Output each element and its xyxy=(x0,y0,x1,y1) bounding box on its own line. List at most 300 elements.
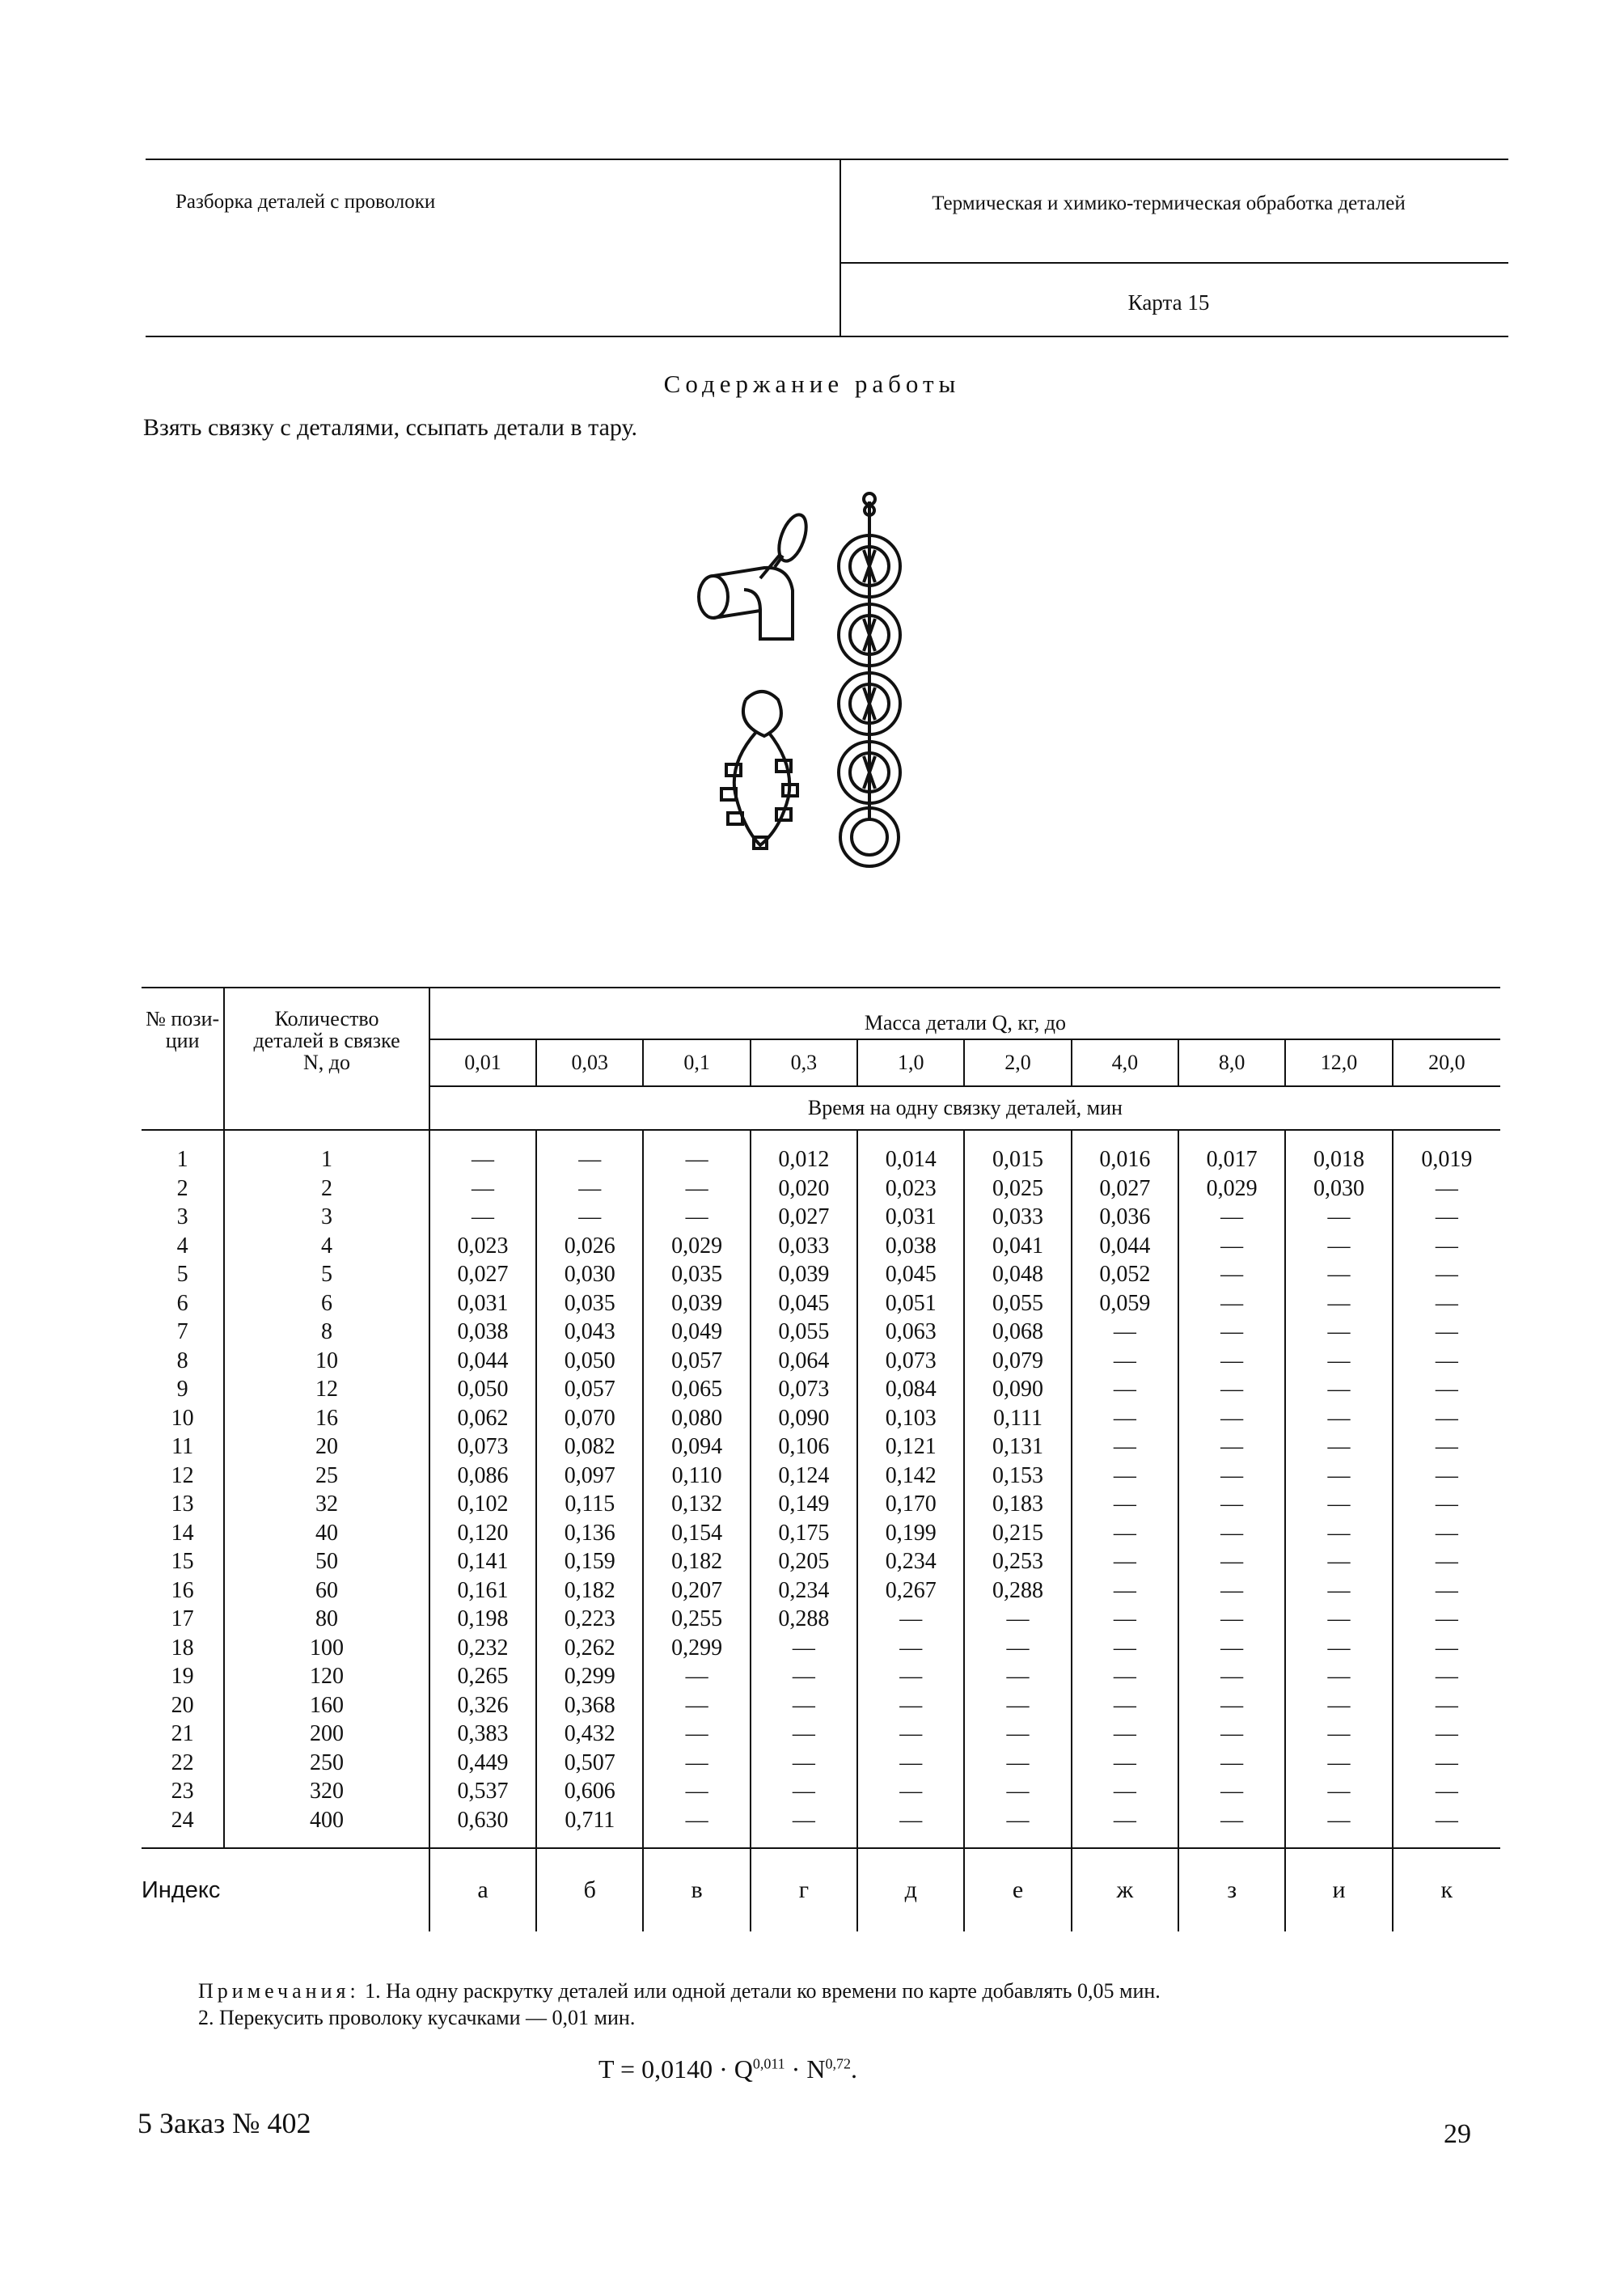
index-value: б xyxy=(536,1848,643,1931)
mass-header: Масса детали Q, кг, до xyxy=(429,988,1500,1039)
time-cell: — xyxy=(1393,1260,1500,1289)
time-cell: 0,041 xyxy=(964,1232,1071,1261)
table-row xyxy=(142,1203,1500,1232)
time-cell: — xyxy=(1393,1749,1500,1778)
time-cell: — xyxy=(751,1720,857,1749)
header-top-rule xyxy=(146,159,1508,160)
time-cell: — xyxy=(1285,1519,1392,1548)
time-cell: — xyxy=(1072,1347,1178,1376)
time-cell: — xyxy=(1285,1749,1392,1778)
time-cell: 0,065 xyxy=(643,1375,750,1404)
count-cell: 200 xyxy=(224,1720,429,1749)
header-bottom-rule xyxy=(146,336,1508,337)
table-row xyxy=(142,1289,1500,1318)
time-cell: 0,018 xyxy=(1285,1130,1392,1174)
time-cell: 0,175 xyxy=(751,1519,857,1548)
time-cell: 0,015 xyxy=(964,1130,1071,1174)
time-cell: — xyxy=(1072,1749,1178,1778)
position-cell: 9 xyxy=(176,1377,188,1402)
time-cell: — xyxy=(1393,1691,1500,1720)
formula xyxy=(0,2054,1456,2084)
time-cell: 0,068 xyxy=(964,1318,1071,1347)
time-cell: 0,070 xyxy=(536,1404,643,1433)
time-cell: 0,057 xyxy=(536,1375,643,1404)
time-cell: 0,031 xyxy=(857,1203,964,1232)
position-cell: 24 xyxy=(171,1807,194,1833)
time-cell: — xyxy=(429,1174,536,1204)
time-cell: 0,115 xyxy=(536,1490,643,1519)
time-cell: 0,097 xyxy=(536,1462,643,1491)
index-value: е xyxy=(964,1848,1071,1931)
time-cell: — xyxy=(1393,1519,1500,1548)
time-cell: — xyxy=(857,1605,964,1634)
time-cell: 0,012 xyxy=(751,1130,857,1174)
index-value: г xyxy=(751,1848,857,1931)
time-cell: 0,039 xyxy=(643,1289,750,1318)
count-cell: 5 xyxy=(224,1260,429,1289)
count-cell: 6 xyxy=(224,1289,429,1318)
time-cell: — xyxy=(1178,1318,1285,1347)
time-cell: — xyxy=(1285,1806,1392,1849)
time-cell: 0,141 xyxy=(429,1547,536,1576)
time-cell: — xyxy=(1072,1318,1178,1347)
table-row xyxy=(142,1432,1500,1462)
time-cell: 0,057 xyxy=(643,1347,750,1376)
count-cell: 16 xyxy=(224,1404,429,1433)
time-cell: 0,023 xyxy=(857,1174,964,1204)
time-cell: 0,432 xyxy=(536,1720,643,1749)
time-cell: — xyxy=(1178,1432,1285,1462)
time-cell: 0,038 xyxy=(857,1232,964,1261)
time-cell: 0,449 xyxy=(429,1749,536,1778)
time-cell: — xyxy=(1393,1232,1500,1261)
table-row xyxy=(142,1130,1500,1174)
count-cell: 32 xyxy=(224,1490,429,1519)
index-value: к xyxy=(1393,1848,1500,1931)
mass-value: 12,0 xyxy=(1285,1039,1392,1086)
time-cell: — xyxy=(1393,1174,1500,1204)
time-cell: 0,084 xyxy=(857,1375,964,1404)
time-cell: 0,103 xyxy=(857,1404,964,1433)
time-cell: 0,215 xyxy=(964,1519,1071,1548)
time-cell: 0,044 xyxy=(1072,1232,1178,1261)
time-cell: — xyxy=(1285,1347,1392,1376)
page-number: 29 xyxy=(1444,2119,1471,2149)
time-cell: 0,027 xyxy=(429,1260,536,1289)
note-2: 2. Перекусить проволоку кусачками — 0,01 мин. xyxy=(198,2006,636,2029)
time-cell: 0,048 xyxy=(964,1260,1071,1289)
time-cell: — xyxy=(536,1174,643,1204)
position-cell: 3 xyxy=(176,1204,188,1229)
time-cell: — xyxy=(964,1749,1071,1778)
time-cell: 0,121 xyxy=(857,1432,964,1462)
position-cell: 15 xyxy=(171,1549,194,1574)
notes-lead: Примечания: xyxy=(198,1979,360,2003)
time-cell: 0,035 xyxy=(643,1260,750,1289)
time-cell: — xyxy=(643,1720,750,1749)
time-cell: 0,020 xyxy=(751,1174,857,1204)
time-cell: — xyxy=(751,1634,857,1663)
time-cell: 0,035 xyxy=(536,1289,643,1318)
time-cell: — xyxy=(1393,1432,1500,1462)
time-cell: 0,051 xyxy=(857,1289,964,1318)
time-cell: 0,090 xyxy=(964,1375,1071,1404)
mass-value: 1,0 xyxy=(857,1039,964,1086)
time-cell: — xyxy=(1393,1318,1500,1347)
time-cell: 0,073 xyxy=(857,1347,964,1376)
time-cell: 0,507 xyxy=(536,1749,643,1778)
position-cell: 7 xyxy=(176,1319,188,1344)
time-cell: 0,025 xyxy=(964,1174,1071,1204)
formula-base: T = 0,0140 · Q xyxy=(598,2054,753,2084)
table-row xyxy=(142,1720,1500,1749)
mass-value: 8,0 xyxy=(1178,1039,1285,1086)
time-cell: — xyxy=(1393,1203,1500,1232)
time-cell: — xyxy=(1072,1375,1178,1404)
time-cell: — xyxy=(1285,1691,1392,1720)
time-cell: — xyxy=(857,1806,964,1849)
time-cell: 0,027 xyxy=(1072,1174,1178,1204)
time-cell: — xyxy=(1178,1576,1285,1606)
count-cell: 400 xyxy=(224,1806,429,1849)
time-cell: — xyxy=(1072,1634,1178,1663)
count-cell: 80 xyxy=(224,1605,429,1634)
table-row xyxy=(142,1347,1500,1376)
count-cell: 120 xyxy=(224,1662,429,1691)
norms-table xyxy=(142,987,1500,1931)
time-cell: 0,183 xyxy=(964,1490,1071,1519)
time-cell: — xyxy=(1178,1289,1285,1318)
time-cell: — xyxy=(1393,1806,1500,1849)
position-cell: 11 xyxy=(171,1434,194,1459)
count-cell: 8 xyxy=(224,1318,429,1347)
time-cell: 0,232 xyxy=(429,1634,536,1663)
col-count-header: Количество деталей в связке N, до xyxy=(224,988,429,1130)
position-cell: 8 xyxy=(176,1347,188,1373)
time-cell: — xyxy=(857,1691,964,1720)
time-cell: — xyxy=(1393,1634,1500,1663)
time-cell: — xyxy=(429,1203,536,1232)
time-cell: — xyxy=(1178,1203,1285,1232)
count-cell: 50 xyxy=(224,1547,429,1576)
time-cell: — xyxy=(1178,1547,1285,1576)
time-cell: — xyxy=(1285,1260,1392,1289)
time-cell: — xyxy=(1285,1203,1392,1232)
time-cell: 0,199 xyxy=(857,1519,964,1548)
time-cell: — xyxy=(429,1130,536,1174)
time-cell: 0,033 xyxy=(964,1203,1071,1232)
time-cell: 0,029 xyxy=(1178,1174,1285,1204)
time-cell: — xyxy=(1393,1347,1500,1376)
time-cell: — xyxy=(1285,1289,1392,1318)
time-cell: 0,136 xyxy=(536,1519,643,1548)
mass-value: 4,0 xyxy=(1072,1039,1178,1086)
time-cell: 0,055 xyxy=(964,1289,1071,1318)
content-title: Содержание работы xyxy=(663,370,961,398)
table-row xyxy=(142,1749,1500,1778)
time-cell: 0,044 xyxy=(429,1347,536,1376)
order-number: 5 Заказ № 402 xyxy=(137,2107,311,2139)
time-cell: 0,368 xyxy=(536,1691,643,1720)
table-row xyxy=(142,1547,1500,1576)
table-row xyxy=(142,1634,1500,1663)
time-cell: — xyxy=(1393,1576,1500,1606)
time-cell: 0,050 xyxy=(536,1347,643,1376)
time-cell: — xyxy=(1285,1634,1392,1663)
time-cell: — xyxy=(1178,1462,1285,1491)
position-cell: 20 xyxy=(171,1692,194,1718)
time-cell: 0,267 xyxy=(857,1576,964,1606)
position-cell: 10 xyxy=(171,1405,194,1431)
time-cell: — xyxy=(1178,1634,1285,1663)
time-cell: 0,223 xyxy=(536,1605,643,1634)
time-cell: — xyxy=(643,1130,750,1174)
count-cell: 20 xyxy=(224,1432,429,1462)
time-cell: 0,288 xyxy=(751,1605,857,1634)
time-cell: 0,073 xyxy=(751,1375,857,1404)
parts-loop-icon xyxy=(721,692,797,848)
time-cell: 0,026 xyxy=(536,1232,643,1261)
index-label: Индекс xyxy=(142,1848,429,1931)
time-cell: — xyxy=(1178,1806,1285,1849)
position-cell: 2 xyxy=(176,1175,188,1201)
time-cell: 0,059 xyxy=(1072,1289,1178,1318)
position-cell: 21 xyxy=(171,1721,194,1746)
wire-bundle-illustration xyxy=(679,489,930,869)
time-cell: — xyxy=(1285,1232,1392,1261)
position-cell: 1 xyxy=(176,1147,188,1172)
time-cell: 0,090 xyxy=(751,1404,857,1433)
time-cell: 0,016 xyxy=(1072,1130,1178,1174)
section-title: Термическая и химико-термическая обработка деталей xyxy=(932,192,1406,214)
table-row xyxy=(142,1777,1500,1806)
time-cell: — xyxy=(1072,1662,1178,1691)
time-cell: 0,023 xyxy=(429,1232,536,1261)
mass-value: 2,0 xyxy=(964,1039,1071,1086)
time-cell: 0,153 xyxy=(964,1462,1071,1491)
mass-value: 0,1 xyxy=(643,1039,750,1086)
time-cell: — xyxy=(964,1691,1071,1720)
table-row xyxy=(142,1404,1500,1433)
position-cell: 12 xyxy=(171,1462,194,1488)
table-row xyxy=(142,1519,1500,1548)
time-cell: 0,080 xyxy=(643,1404,750,1433)
count-cell: 4 xyxy=(224,1232,429,1261)
time-cell: 0,036 xyxy=(1072,1203,1178,1232)
time-cell: 0,234 xyxy=(857,1547,964,1576)
table-row xyxy=(142,1375,1500,1404)
count-cell: 3 xyxy=(224,1203,429,1232)
time-cell: 0,079 xyxy=(964,1347,1071,1376)
count-cell: 1 xyxy=(224,1130,429,1174)
time-cell: — xyxy=(1178,1519,1285,1548)
time-cell: 0,029 xyxy=(643,1232,750,1261)
time-cell: — xyxy=(857,1634,964,1663)
time-cell: 0,045 xyxy=(751,1289,857,1318)
time-cell: — xyxy=(751,1777,857,1806)
formula-mid: · N xyxy=(785,2054,826,2084)
formula-end: . xyxy=(850,2054,857,2084)
time-cell: — xyxy=(1393,1547,1500,1576)
note-1: 1. На одну раскрутку деталей или одной детали ко времени по карте добавлять 0,05 мин. xyxy=(365,1979,1161,2003)
formula-q-exponent: 0,011 xyxy=(752,2055,785,2072)
operation-title: Разборка деталей с проволоки xyxy=(176,191,436,213)
time-cell: 0,102 xyxy=(429,1490,536,1519)
mass-value: 0,01 xyxy=(429,1039,536,1086)
time-cell: — xyxy=(1178,1347,1285,1376)
time-cell: 0,027 xyxy=(751,1203,857,1232)
time-cell: 0,255 xyxy=(643,1605,750,1634)
formula-n-exponent: 0,72 xyxy=(825,2055,851,2072)
time-cell: — xyxy=(1178,1777,1285,1806)
time-cell: — xyxy=(536,1203,643,1232)
time-cell: 0,014 xyxy=(857,1130,964,1174)
time-cell: — xyxy=(964,1662,1071,1691)
count-cell: 12 xyxy=(224,1375,429,1404)
count-cell: 40 xyxy=(224,1519,429,1548)
index-value: а xyxy=(429,1848,536,1931)
time-cell: 0,063 xyxy=(857,1318,964,1347)
time-cell: 0,045 xyxy=(857,1260,964,1289)
time-cell: — xyxy=(1393,1720,1500,1749)
time-cell: 0,120 xyxy=(429,1519,536,1548)
count-cell: 60 xyxy=(224,1576,429,1606)
time-cell: — xyxy=(1178,1720,1285,1749)
time-cell: — xyxy=(1285,1318,1392,1347)
count-cell: 10 xyxy=(224,1347,429,1376)
time-cell: 0,170 xyxy=(857,1490,964,1519)
time-cell: 0,094 xyxy=(643,1432,750,1462)
time-cell: — xyxy=(643,1203,750,1232)
position-cell: 23 xyxy=(171,1779,194,1804)
time-cell: — xyxy=(643,1777,750,1806)
time-cell: — xyxy=(964,1720,1071,1749)
time-cell: — xyxy=(1393,1462,1500,1491)
time-cell: — xyxy=(751,1662,857,1691)
time-cell: 0,207 xyxy=(643,1576,750,1606)
time-cell: 0,055 xyxy=(751,1318,857,1347)
mass-value: 0,3 xyxy=(751,1039,857,1086)
table-row xyxy=(142,1232,1500,1261)
table-row xyxy=(142,1490,1500,1519)
time-cell: 0,262 xyxy=(536,1634,643,1663)
time-cell: — xyxy=(857,1777,964,1806)
count-cell: 320 xyxy=(224,1777,429,1806)
time-cell: — xyxy=(1072,1691,1178,1720)
count-cell: 25 xyxy=(224,1462,429,1491)
time-cell: — xyxy=(643,1691,750,1720)
time-cell: — xyxy=(1393,1605,1500,1634)
position-cell: 14 xyxy=(171,1520,194,1546)
time-cell: 0,630 xyxy=(429,1806,536,1849)
time-cell: — xyxy=(1178,1749,1285,1778)
time-cell: — xyxy=(751,1749,857,1778)
time-cell: 0,182 xyxy=(643,1547,750,1576)
notes xyxy=(198,1978,1484,2031)
time-cell: 0,711 xyxy=(536,1806,643,1849)
index-value: д xyxy=(857,1848,964,1931)
time-cell: 0,030 xyxy=(536,1260,643,1289)
table-row xyxy=(142,1462,1500,1491)
time-cell: 0,064 xyxy=(751,1347,857,1376)
position-cell: 13 xyxy=(171,1491,194,1517)
time-cell: — xyxy=(1285,1605,1392,1634)
time-cell: — xyxy=(643,1174,750,1204)
table-row xyxy=(142,1605,1500,1634)
table-row xyxy=(142,1260,1500,1289)
time-cell: — xyxy=(1393,1404,1500,1433)
time-cell: — xyxy=(1285,1720,1392,1749)
time-cell: 0,383 xyxy=(429,1720,536,1749)
table-row xyxy=(142,1318,1500,1347)
table-row xyxy=(142,1576,1500,1606)
time-cell: 0,111 xyxy=(964,1404,1071,1433)
time-cell: 0,205 xyxy=(751,1547,857,1576)
time-cell: 0,086 xyxy=(429,1462,536,1491)
time-cell: — xyxy=(1072,1777,1178,1806)
time-cell: 0,606 xyxy=(536,1777,643,1806)
time-cell: — xyxy=(751,1806,857,1849)
time-cell: 0,073 xyxy=(429,1432,536,1462)
position-cell: 19 xyxy=(171,1664,194,1689)
position-cell: 18 xyxy=(171,1635,194,1661)
table-row xyxy=(142,1174,1500,1204)
time-cell: 0,049 xyxy=(643,1318,750,1347)
time-cell: — xyxy=(964,1605,1071,1634)
time-cell: 0,052 xyxy=(1072,1260,1178,1289)
time-cell: — xyxy=(857,1749,964,1778)
time-cell: 0,234 xyxy=(751,1576,857,1606)
time-cell: 0,198 xyxy=(429,1605,536,1634)
time-cell: — xyxy=(1285,1462,1392,1491)
time-cell: — xyxy=(1072,1576,1178,1606)
time-cell: — xyxy=(1072,1519,1178,1548)
time-cell: — xyxy=(1285,1777,1392,1806)
time-cell: 0,110 xyxy=(643,1462,750,1491)
time-cell: 0,019 xyxy=(1393,1130,1500,1174)
index-value: з xyxy=(1178,1848,1285,1931)
time-cell: 0,031 xyxy=(429,1289,536,1318)
position-cell: 16 xyxy=(171,1577,194,1603)
time-cell: 0,132 xyxy=(643,1490,750,1519)
mass-value: 20,0 xyxy=(1393,1039,1500,1086)
time-cell: 0,182 xyxy=(536,1576,643,1606)
time-cell: 0,288 xyxy=(964,1576,1071,1606)
time-cell: — xyxy=(643,1806,750,1849)
time-cell: 0,106 xyxy=(751,1432,857,1462)
time-cell: 0,039 xyxy=(751,1260,857,1289)
table-row xyxy=(142,1662,1500,1691)
time-cell: 0,299 xyxy=(643,1634,750,1663)
time-cell: 0,326 xyxy=(429,1691,536,1720)
time-cell: — xyxy=(1072,1490,1178,1519)
index-value: и xyxy=(1285,1848,1392,1931)
card-number: Карта 15 xyxy=(1127,290,1210,315)
time-cell: — xyxy=(1393,1777,1500,1806)
index-value: ж xyxy=(1072,1848,1178,1931)
time-cell: — xyxy=(1072,1720,1178,1749)
content-text: Взять связку с деталями, ссыпать детали в тару. xyxy=(143,414,637,441)
time-cell: — xyxy=(1072,1432,1178,1462)
time-cell: 0,050 xyxy=(429,1375,536,1404)
position-cell: 5 xyxy=(176,1262,188,1287)
time-cell: — xyxy=(1285,1432,1392,1462)
count-cell: 2 xyxy=(224,1174,429,1204)
table-row xyxy=(142,1806,1500,1849)
count-cell: 100 xyxy=(224,1634,429,1663)
time-cell: — xyxy=(643,1749,750,1778)
time-cell: 0,265 xyxy=(429,1662,536,1691)
